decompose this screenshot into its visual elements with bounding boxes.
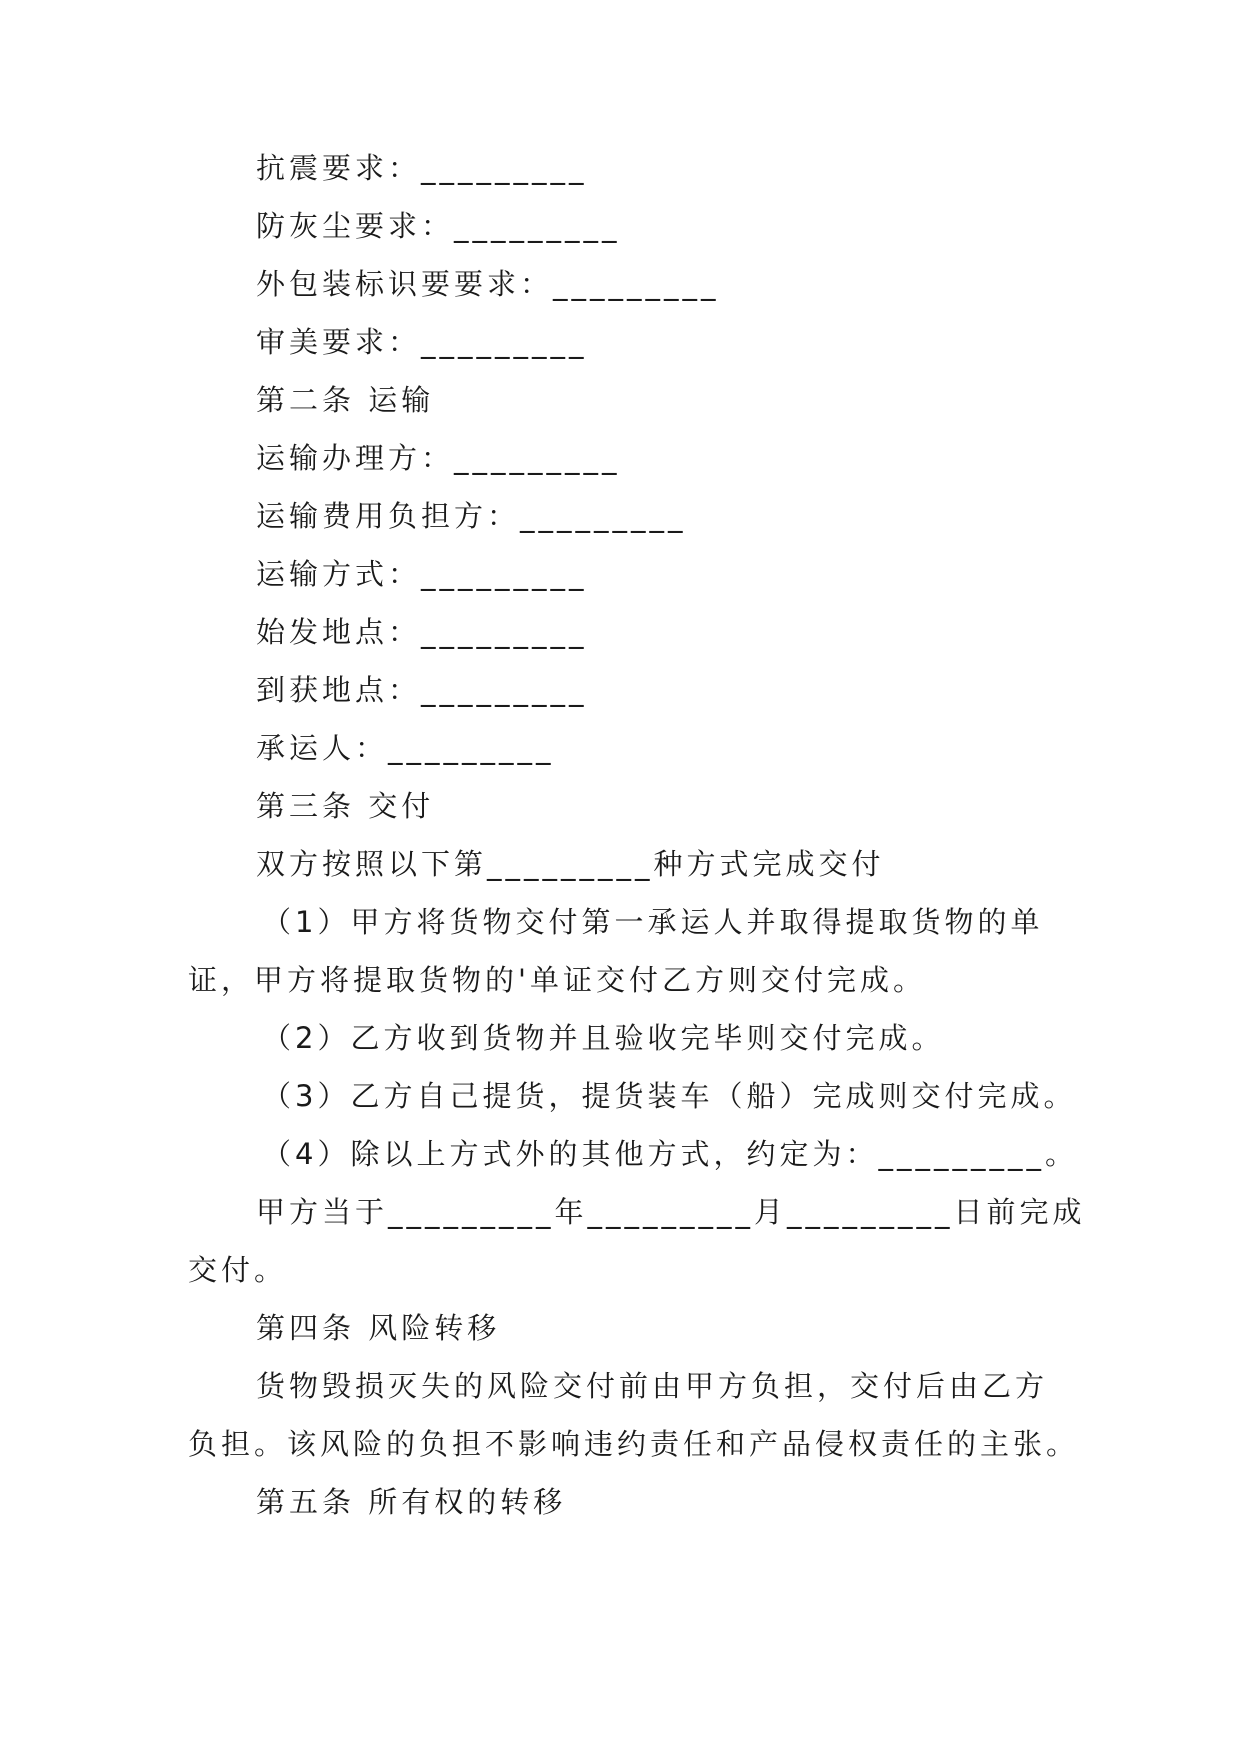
text-line: 甲方当于_________年_________月_________日前完成 (256, 1195, 1086, 1229)
section-heading: 第四条 风险转移 (256, 1311, 501, 1345)
text-line: 抗震要求：_________ (256, 151, 588, 185)
section-heading: 第二条 运输 (256, 383, 435, 417)
text-line: 到获地点：_________ (256, 673, 588, 707)
text-line: 运输办理方：_________ (256, 441, 621, 475)
text-line: （2）乙方收到货物并且验收完毕则交付完成。 (262, 1021, 945, 1055)
text-line: 运输方式：_________ (256, 557, 588, 591)
text-line: 审美要求：_________ (256, 325, 588, 359)
text-line: 运输费用负担方：_________ (256, 499, 687, 533)
section-heading: 第五条 所有权的转移 (256, 1485, 567, 1519)
text-line: （4）除以上方式外的其他方式，约定为：_________。 (262, 1137, 1078, 1171)
text-line: 货物毁损灭失的风险交付前由甲方负担，交付后由乙方 (256, 1369, 1049, 1403)
text-line: 双方按照以下第_________种方式完成交付 (256, 847, 885, 881)
text-line: （3）乙方自己提货，提货装车（船）完成则交付完成。 (262, 1079, 1077, 1113)
text-line: 负担。该风险的负担不影响违约责任和产品侵权责任的主张。 (188, 1427, 1080, 1461)
text-line: 防灰尘要求：_________ (256, 209, 621, 243)
text-line: （1）甲方将货物交付第一承运人并取得提取货物的单 (262, 905, 1044, 939)
text-line: 证，甲方将提取货物的'单证交付乙方则交付完成。 (188, 963, 926, 997)
section-heading: 第三条 交付 (256, 789, 435, 823)
text-line: 外包装标识要要求：_________ (256, 267, 720, 301)
text-line: 承运人：_________ (256, 731, 555, 765)
text-line: 交付。 (188, 1253, 288, 1287)
text-line: 始发地点：_________ (256, 615, 588, 649)
